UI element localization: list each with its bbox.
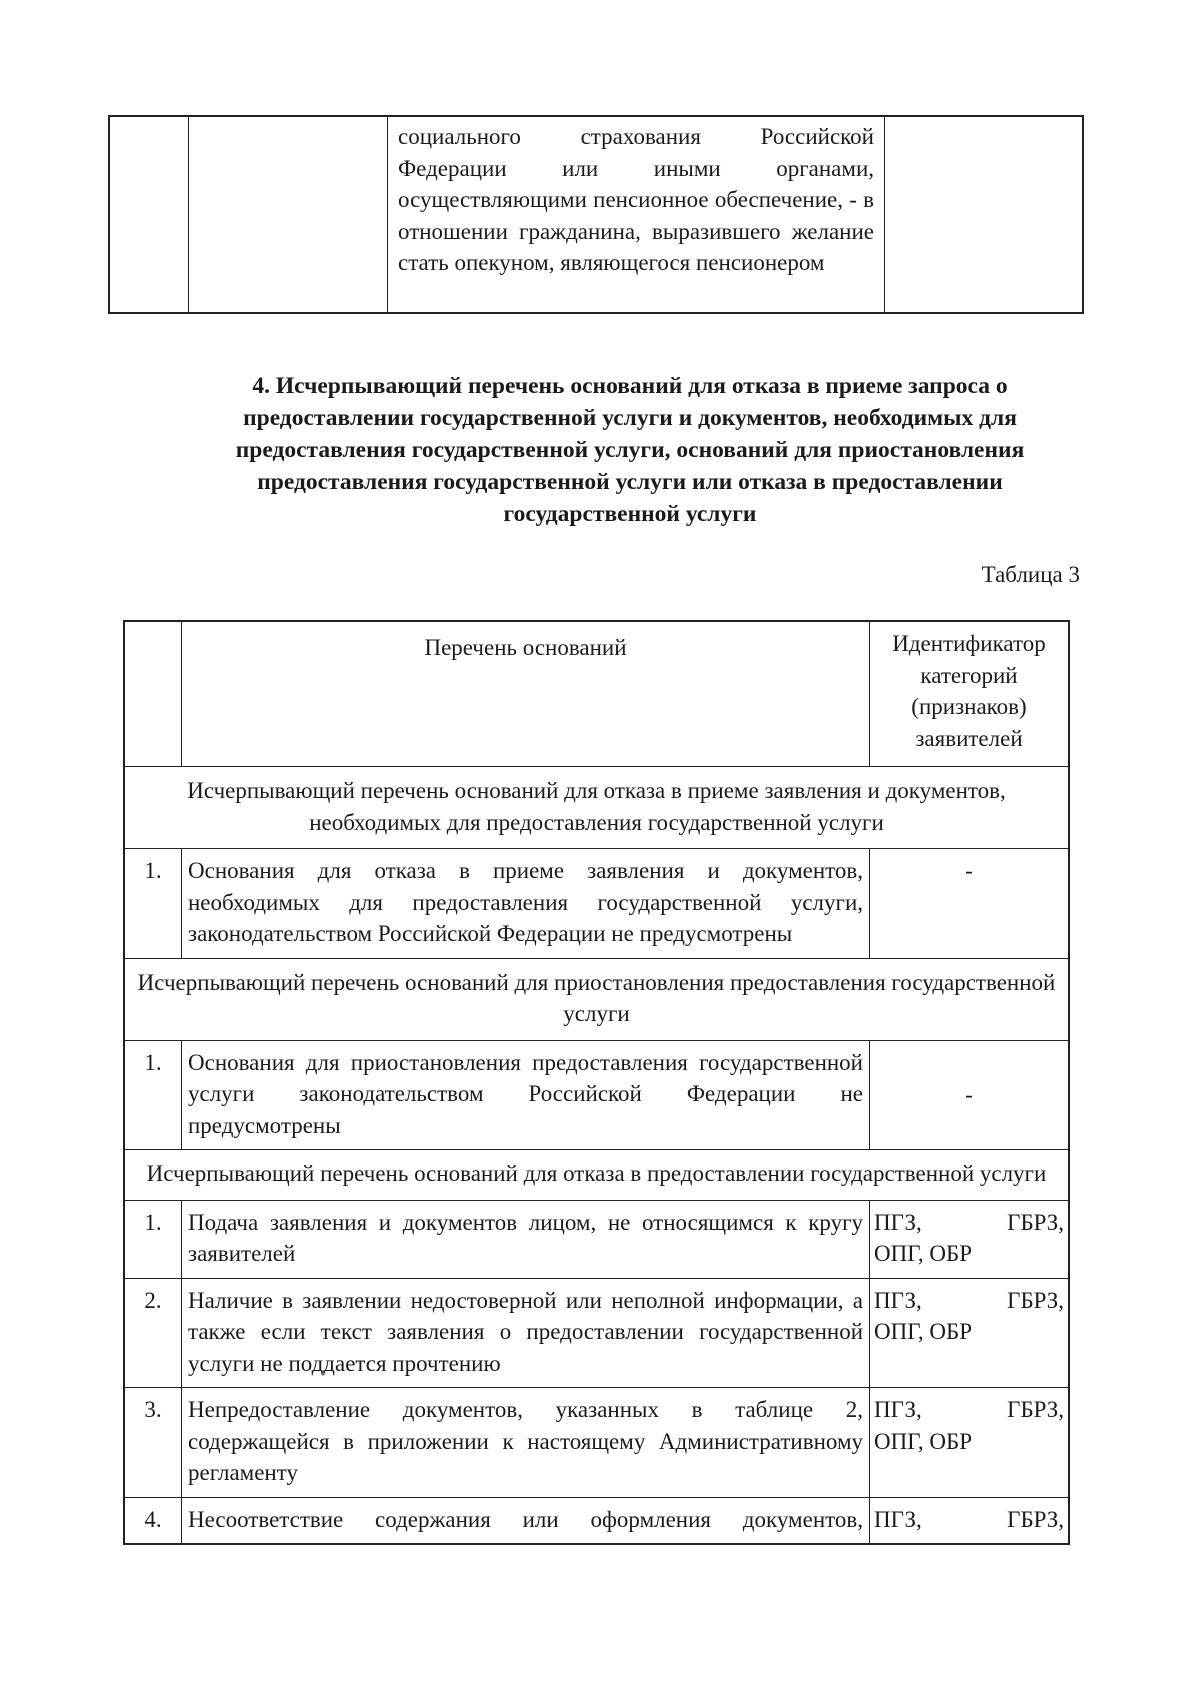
- row-id: [870, 1497, 1070, 1544]
- row-text: Наличие в заявлении недостоверной или неполной информации, а также если текст заявления о предоставлении государственной услуги не поддается прочтению: [182, 1278, 870, 1388]
- row-id: [870, 1200, 1070, 1278]
- id-code: ОПГ, ОБР: [874, 1428, 973, 1454]
- row-text: Основания для приостановления предоставления государственной услуги законодательством Российской Федерации не предусмотрены: [182, 1040, 870, 1150]
- table-row: [109, 116, 1083, 313]
- table-row: [124, 1388, 1069, 1498]
- table-row: [124, 849, 1069, 959]
- continuation-text-cell: [388, 116, 885, 313]
- table-row: [124, 1278, 1069, 1388]
- table-row: [124, 1040, 1069, 1150]
- row-id: [870, 1278, 1070, 1388]
- empty-cell: [885, 116, 1084, 313]
- id-code: ПГЗ,: [874, 1287, 922, 1313]
- row-id: [870, 1388, 1070, 1498]
- group-title-row: [124, 1150, 1069, 1201]
- grounds-table: [123, 620, 1070, 1545]
- row-number: 4.: [124, 1497, 182, 1544]
- row-number: 2.: [124, 1278, 182, 1388]
- id-code: ГБРЗ,: [1007, 1397, 1064, 1422]
- row-number: 3.: [124, 1388, 182, 1498]
- empty-cell: [109, 116, 189, 313]
- group-title: Исчерпывающий перечень оснований для отказа в приеме заявления и документов, необходимых для предоставления государственной услуги: [124, 767, 1069, 849]
- table-row: [124, 1497, 1069, 1544]
- group-title: Исчерпывающий перечень оснований для отказа в предоставлении государственной услуги: [124, 1150, 1069, 1201]
- row-number: 1.: [124, 849, 182, 959]
- continuation-table: [108, 115, 1084, 314]
- group-title-row: [124, 958, 1069, 1040]
- id-code: ПГЗ,: [874, 1397, 922, 1422]
- row-text: Подача заявления и документов лицом, не относящимся к кругу заявителей: [182, 1200, 870, 1278]
- row-text: Непредоставление документов, указанных в таблице 2, содержащейся в приложении к настоящему Административному регламенту: [182, 1388, 870, 1498]
- row-id: -: [870, 849, 1070, 959]
- header-text-cell: Перечень оснований: [182, 621, 870, 767]
- id-code: ПГЗ,: [874, 1506, 922, 1532]
- id-code: ОПГ, ОБР: [874, 1241, 973, 1266]
- section-heading: 4. Исчерпывающий перечень оснований для отказа в приеме запроса о предоставлении государственной услуги и документов, необходимых для предоставления государственной услуги, оснований для приостановления предоставления государственной услуги или отказа в предоставлении государственной услуги: [235, 373, 1025, 527]
- table-header-row: [124, 621, 1069, 767]
- row-text: Основания для отказа в приеме заявления и документов, необходимых для предоставления государственной услуги, законодательством Российской Федерации не предусмотрены: [182, 849, 870, 959]
- id-code: ГБРЗ,: [1007, 1506, 1064, 1532]
- row-text: Несоответствие содержания или оформления документов,: [182, 1497, 870, 1544]
- table-row: [124, 1200, 1069, 1278]
- header-num-cell: [124, 621, 182, 767]
- group-title: Исчерпывающий перечень оснований для приостановления предоставления государственной услуги: [124, 958, 1069, 1040]
- row-number: 1.: [124, 1200, 182, 1278]
- id-code: ОПГ, ОБР: [874, 1319, 973, 1344]
- id-code: ПГЗ,: [874, 1209, 922, 1235]
- continuation-text: социального страхования Российской Федерации или иными органами, осуществляющими пенсионное обеспечение, - в отношении гражданина, выразившего желание стать опекуном, являющегося пенсионером: [398, 124, 874, 275]
- group-title-row: [124, 767, 1069, 849]
- id-code: ГБРЗ,: [1007, 1287, 1064, 1313]
- id-code: ГБРЗ,: [1007, 1209, 1064, 1235]
- table-label: Таблица 3: [981, 562, 1080, 587]
- header-id-cell: Идентификатор категорий (признаков) заявителей: [870, 621, 1070, 767]
- empty-cell: [189, 116, 388, 313]
- row-number: 1.: [124, 1040, 182, 1150]
- row-id: -: [870, 1040, 1070, 1150]
